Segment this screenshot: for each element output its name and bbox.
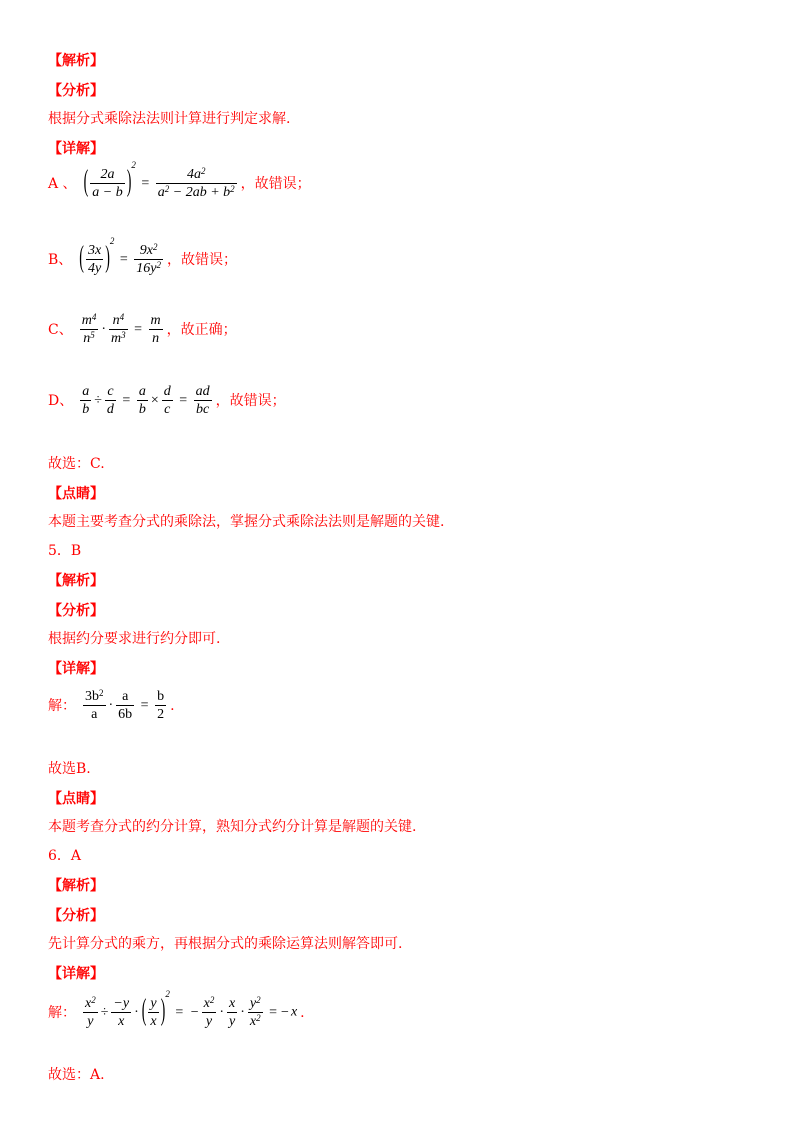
solution-formula: $\frac{3b^2}{a}$ · $\frac{a}{6b}$ = $\frac{b}{2}$ — [85, 688, 165, 722]
option-c-tail: ，故正确； — [166, 321, 237, 338]
option-a-formula: ( $\frac{2a}{a - b}$ )$^2$ = $\frac{4a^2}{a^2 - 2ab + b^2}$ — [83, 160, 235, 200]
solution-formula: $\frac{x^2}{y}$ ÷ $\frac{-y}{x}$ · ( $\frac{y}{x}$ )$^2$ = − $\frac{x^2}{y}$ · $\frac{x}{y}$ · $\frac{y^2}{x^2}$ = − x — [85, 989, 298, 1029]
heading-xiangjie: 【详解】 — [48, 966, 104, 982]
solution-label: 解： — [48, 697, 76, 714]
option-c-label: C、 — [48, 321, 73, 338]
option-c-row — [48, 312, 237, 347]
answer-text: 故选：A. — [48, 1067, 105, 1083]
heading-jiexi: 【解析】 — [48, 53, 104, 69]
solution-label: 解： — [48, 1004, 76, 1021]
comment-text: 本题考查分式的约分计算，熟知分式约分计算是解题的关键. — [48, 819, 417, 835]
question-number: 5．B — [48, 543, 82, 559]
solution-tail: . — [170, 697, 175, 714]
analysis-text: 根据约分要求进行约分即可. — [48, 631, 221, 647]
heading-fenxi: 【分析】 — [48, 603, 104, 619]
comment-text: 本题主要考查分式的乘除法，掌握分式乘除法法则是解题的关键. — [48, 514, 445, 530]
heading-fenxi: 【分析】 — [48, 908, 104, 924]
option-b-label: B、 — [48, 251, 73, 268]
heading-dianjing: 【点睛】 — [48, 486, 104, 502]
heading-xiangjie: 【详解】 — [48, 141, 104, 157]
option-d-formula: $\frac{a}{b}$ ÷ $\frac{c}{d}$ = $\frac{a}{b}$ × $\frac{d}{c}$ = $\frac{ad}{bc}$ — [82, 384, 210, 417]
heading-dianjing: 【点睛】 — [48, 791, 104, 807]
analysis-text: 先计算分式的乘方，再根据分式的乘除运算法则解答即可. — [48, 936, 403, 952]
heading-jiexi: 【解析】 — [48, 878, 104, 894]
answer-text: 故选B. — [48, 761, 91, 777]
solution-tail: . — [300, 1004, 305, 1021]
option-b-tail: ，故错误； — [166, 251, 237, 268]
heading-xiangjie: 【详解】 — [48, 661, 104, 677]
option-d-row — [48, 383, 286, 418]
option-a-row — [48, 160, 311, 201]
option-b-row — [48, 236, 237, 277]
analysis-text: 根据分式乘除法法则计算进行判定求解. — [48, 111, 291, 127]
option-a-tail: ，故错误； — [240, 175, 311, 192]
answer-text: 故选：C. — [48, 456, 105, 472]
solution-row — [48, 989, 305, 1030]
option-d-tail: ，故错误； — [215, 392, 286, 409]
option-c-formula: $\frac{m^4}{n^5}$ · $\frac{n^4}{m^3}$ = $\frac{m}{n}$ — [81, 312, 161, 346]
option-d-label: D、 — [48, 392, 74, 409]
solution-row — [48, 688, 175, 723]
heading-jiexi: 【解析】 — [48, 573, 104, 589]
heading-fenxi: 【分析】 — [48, 83, 104, 99]
option-a-label: A 、 — [48, 175, 77, 192]
option-b-formula: ( $\frac{3x}{4y}$ )$^2$ = $\frac{9x^2}{16y^2}$ — [79, 236, 161, 276]
question-number: 6．A — [48, 848, 82, 864]
